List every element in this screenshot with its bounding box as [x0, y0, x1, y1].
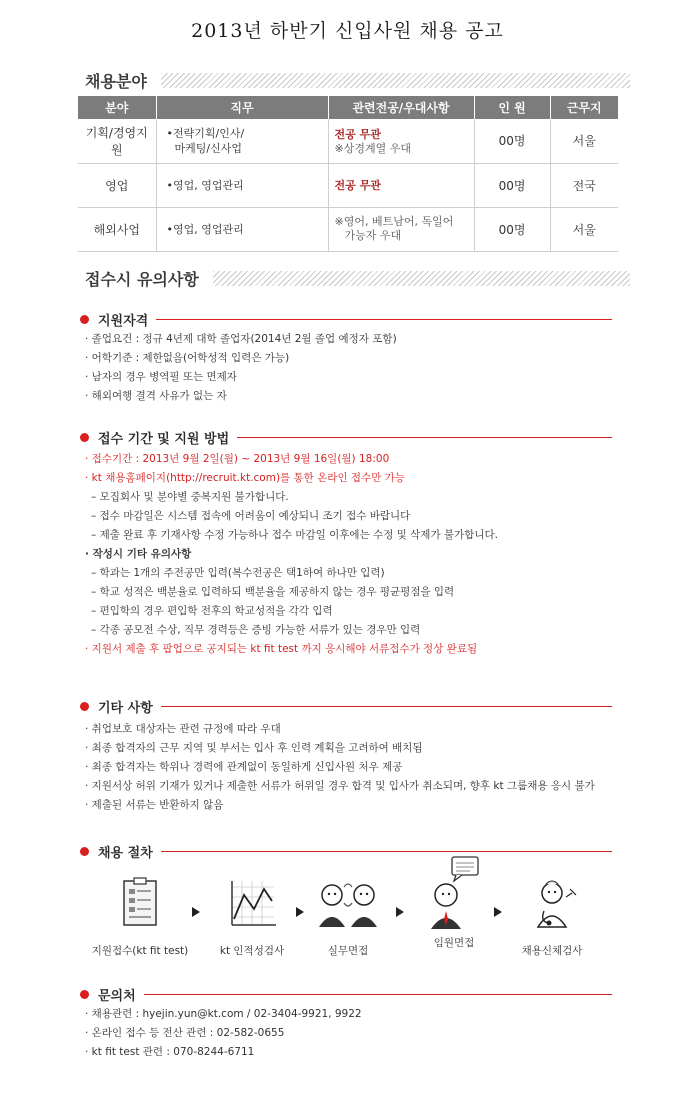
doctor-stethoscope-icon [522, 875, 582, 935]
document-form-icon [110, 875, 170, 935]
arrow-right-icon [192, 907, 200, 917]
cell-field: 영업 [78, 163, 156, 207]
process-step [404, 855, 504, 950]
subsection-title: 문의처 [98, 988, 136, 1004]
process-step-label: 실무면접 [327, 945, 369, 957]
table-header-row [78, 96, 618, 119]
list-item: · 온라인 접수 등 전산 관련 : 02-582-0655 [85, 1027, 285, 1039]
cell-count: 00명 [474, 163, 550, 207]
hatch-divider [213, 271, 630, 286]
section-header-notice [85, 266, 630, 290]
section-title: 접수시 유의사항 [85, 269, 199, 289]
red-bullet-icon [80, 702, 89, 711]
table-row [78, 163, 618, 207]
list-item: · kt fit test 관련 : 070-8244-6711 [85, 1046, 255, 1058]
process-step [502, 875, 602, 958]
col-header-duty: 직무 [156, 96, 328, 119]
section-title: 채용분야 [85, 71, 147, 91]
list-item: · kt 채용홈페이지(http://recruit.kt.com)를 통한 온라인 접수만 가능 [85, 472, 405, 484]
line-graph-icon [222, 875, 282, 935]
list-item: · 제출된 서류는 반환하지 않음 [85, 799, 224, 811]
duty-line: •영업, 영업관리 [166, 178, 244, 192]
process-step [90, 875, 190, 958]
duty-line: •전략기획/인사/ [166, 126, 245, 140]
executive-speech-icon [422, 855, 486, 935]
hiring-process-flow [90, 855, 610, 955]
arrow-right-icon [396, 907, 404, 917]
cell-count: 00명 [474, 119, 550, 163]
recruit-table [78, 96, 618, 252]
col-header-location: 근무지 [550, 96, 618, 119]
hatch-divider [161, 73, 630, 88]
major-note: 가능자 우대 [344, 229, 402, 242]
cell-major [328, 119, 474, 163]
list-item: · 최종 합격자는 학위나 경력에 관계없이 동일하게 신입사원 처우 제공 [85, 761, 403, 773]
red-bullet-icon [80, 433, 89, 442]
list-item: · 어학기준 : 제한없음(어학성적 입력은 가능) [85, 352, 290, 364]
col-header-count: 인 원 [474, 96, 550, 119]
duty-line: 마케팅/신사업 [174, 141, 242, 155]
list-item: · 지원서상 허위 기재가 있거나 제출한 서류가 허위일 경우 합격 및 입사가 취소되며, 향후 kt 그룹채용 응시 불가 [85, 780, 595, 792]
contact-list [85, 1005, 645, 1062]
red-bullet-icon [80, 315, 89, 324]
process-step-label: kt 인적성검사 [219, 945, 285, 957]
red-bullet-icon [80, 847, 89, 856]
cell-field: 기획/경영지원 [78, 119, 156, 163]
process-step-label: 지원접수(kt fit test) [91, 945, 189, 957]
duty-line: •영업, 영업관리 [166, 222, 244, 236]
process-step [202, 875, 302, 958]
cell-location: 서울 [550, 207, 618, 251]
process-step-label: 채용신체검사 [521, 945, 583, 957]
subsection-header-application [80, 428, 612, 446]
cell-duty [156, 119, 328, 163]
list-item: – 학교 성적은 백분율로 입력하되 백분율을 제공하지 않는 경우 평균평점을 입력 [91, 586, 455, 598]
major-text: 전공 무관 [334, 127, 381, 141]
cell-field: 해외사업 [78, 207, 156, 251]
list-item: – 각종 공모전 수상, 직무 경력등은 증빙 가능한 서류가 있는 경우만 입력 [91, 624, 421, 636]
red-divider [156, 319, 612, 320]
red-divider [161, 706, 612, 707]
subsection-title: 채용 절차 [98, 845, 153, 861]
process-step [298, 875, 398, 958]
list-item: · 최종 합격자의 근무 지역 및 부서는 입사 후 인력 계획을 고려하여 배치됨 [85, 742, 423, 754]
red-bullet-icon [80, 990, 89, 999]
subsection-header-others [80, 697, 612, 715]
process-step-label: 임원면접 [433, 937, 475, 949]
cell-location: 서울 [550, 119, 618, 163]
application-list [85, 450, 645, 659]
list-item: · 해외여행 결격 사유가 없는 자 [85, 390, 227, 402]
list-item: · 채용관련 : hyejin.yun@kt.com / 02-3404-9921, 9922 [85, 1008, 362, 1020]
cell-duty [156, 163, 328, 207]
list-item: – 편입학의 경우 편입학 전후의 학교성적을 각각 입력 [91, 605, 333, 617]
section-header-recruit [85, 68, 630, 92]
list-item: · 지원서 제출 후 팝업으로 공지되는 kt fit test 까지 응시해야 서류접수가 정상 완료됨 [85, 643, 478, 655]
subsection-title: 지원자격 [98, 313, 149, 329]
arrow-right-icon [494, 907, 502, 917]
list-item: · 졸업요건 : 정규 4년제 대학 졸업자(2014년 2월 졸업 예정자 포함) [85, 333, 397, 345]
major-note: ※상경계열 우대 [334, 141, 411, 155]
list-item: · 접수기간 : 2013년 9월 2일(월) ~ 2013년 9월 16일(월) 18:00 [85, 453, 390, 465]
list-item: · 남자의 경우 병역필 또는 면제자 [85, 371, 237, 383]
col-header-field: 분야 [78, 96, 156, 119]
list-item: · 취업보호 대상자는 관련 규정에 따라 우대 [85, 723, 281, 735]
others-list [85, 720, 645, 815]
cell-count: 00명 [474, 207, 550, 251]
qualification-list [85, 330, 645, 406]
red-divider [161, 851, 612, 852]
table-row [78, 207, 618, 251]
list-item: – 접수 마감일은 시스템 접속에 어려움이 예상되니 조기 접수 바랍니다 [91, 510, 411, 522]
major-text: 전공 무관 [334, 179, 381, 192]
list-item: – 모집회사 및 분야별 중복지원 불가합니다. [91, 491, 289, 503]
major-note: ※영어, 베트남어, 독일어 [334, 215, 454, 228]
red-divider [144, 994, 612, 995]
subsection-title: 기타 사항 [98, 700, 153, 716]
subsection-header-contact [80, 985, 612, 1003]
list-item: – 학과는 1개의 주전공만 입력(복수전공은 택1하여 하나만 입력) [91, 567, 385, 579]
subsection-header-qualification [80, 310, 612, 328]
col-header-major: 관련전공/우대사항 [328, 96, 474, 119]
table-row [78, 119, 618, 163]
subsection-title: 접수 기간 및 지원 방법 [98, 431, 230, 447]
two-people-interview-icon [316, 875, 380, 935]
cell-major [328, 207, 474, 251]
list-item: · 작성시 기타 유의사항 [85, 548, 192, 560]
cell-duty [156, 207, 328, 251]
red-divider [237, 437, 612, 438]
list-item: – 제출 완료 후 기재사항 수정 가능하나 접수 마감일 이후에는 수정 및 삭제가 불가합니다. [91, 529, 498, 541]
cell-location: 전국 [550, 163, 618, 207]
page-title: 2013년 하반기 신입사원 채용 공고 [191, 20, 504, 42]
cell-major [328, 163, 474, 207]
